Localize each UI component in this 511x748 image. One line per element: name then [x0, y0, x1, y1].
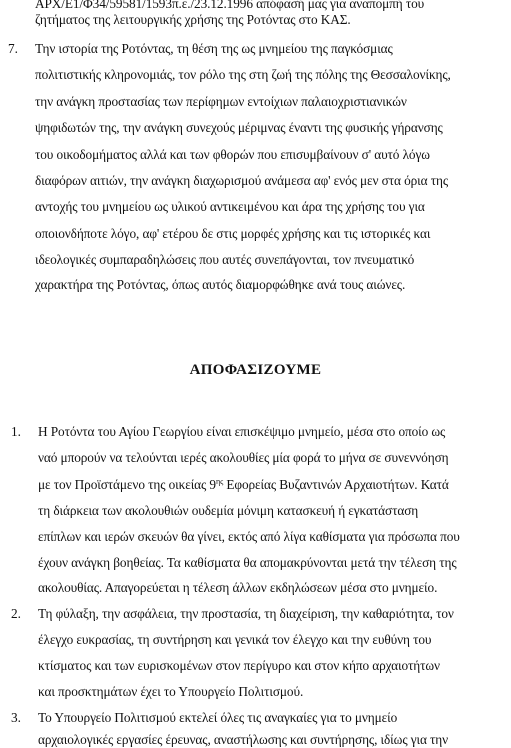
item-2-line-3: κτίσματος και των ευρισκομένων στον περίγυρο και στον κήπο αρχαιοτήτων — [38, 658, 440, 673]
decision-heading: ΑΠΟΦΑΣΙΖΟΥΜΕ — [189, 362, 322, 378]
item-7-line-6: διαφόρων αιτιών, την ανάγκη διαχωρισμού ανάμεσα αφ' ενός μεν στα όρια της — [35, 173, 448, 188]
item-2-line-2: έλεγχο ευκρασίας, τη συντήρηση και γενικά τον έλεγχο και την ευθύνη του — [38, 632, 432, 647]
item-7-line-10: χαρακτήρα της Ροτόντας, όπως αυτός διαμορφώθηκε ανά τους αιώνες. — [35, 277, 406, 292]
item-1-line-2: ναό μπορούν να τελούνται ιερές ακολουθίες μία φορά το μήνα σε συνεννόηση — [38, 450, 449, 465]
top-fragment-line-1: ΑΡΧ/Ε1/Φ34/59581/1593π.ε./23.12.1996 απόφασή μας για αναπομπή του — [35, 0, 425, 11]
item-1-line-5: επίπλων και ιερών σκευών θα γίνει, εκτός από λίγα καθίσματα για πρόσωπα που — [38, 529, 460, 544]
item-1-number: 1. — [11, 424, 21, 439]
item-7-line-3: την ανάγκη προστασίας των περίφημων εντοίχιων παλαιοχριστιανικών — [35, 94, 407, 109]
item-1-line-6: έχουν ανάγκη βοηθείας. Τα καθίσματα θα απομακρύνονται μετά την τέλεση της — [38, 555, 457, 570]
item-7-line-7: αντοχής του μνημείου ως υλικού αντικειμένου και άρα της χρήσης του για — [35, 199, 425, 214]
item-7-line-1: Την ιστορία της Ροτόντας, τη θέση της ως μνημείου της παγκόσμιας — [35, 41, 393, 56]
item-7-number: 7. — [8, 41, 18, 56]
item-7-line-5: του οικοδομήματος αλλά και των φθορών που επισυμβαίνουν σ' αυτό λόγω — [35, 147, 430, 162]
item-1-line-7: ακολουθίας. Απαγορεύεται η τέλεση άλλων εκδηλώσεων μέσα στο μνημείο. — [38, 580, 438, 595]
item-7-line-2: πολιτιστικής κληρονομιάς, τον ρόλο της στη ζωή της πόλης της Θεσσαλονίκης, — [35, 67, 451, 82]
item-2-line-4: και προσκτημάτων έχει το Υπουργείο Πολιτισμού. — [38, 684, 304, 699]
item-1-line-1: Η Ροτόντα του Αγίου Γεωργίου είναι επισκέψιμο μνημείο, μέσα στο οποίο ως — [38, 424, 446, 439]
item-1-line-3-rest: Εφορείας Βυζαντινών Αρχαιοτήτων. Κατά — [223, 477, 449, 492]
item-7-line-8: οποιονδήποτε λόγο, αφ' ετέρου δε στις μορφές χρήσης και τις ιστορικές και — [35, 226, 431, 241]
item-7-line-9: ιδεολογικές συμπαραδηλώσεις που αυτές συνεπάγονται, τον πνευματικό — [35, 252, 415, 267]
item-1-line-4: τη διάρκεια των ακολουθιών ουδεμία μόνιμη κατασκευή ή εγκατάσταση — [38, 503, 419, 518]
item-1-line-3-text: με τον Προϊστάμενο της οικείας 9 — [38, 477, 216, 492]
top-fragment-line-2: ζητήματος της λειτουργικής χρήσης της Ροτόντας στο ΚΑΣ. — [35, 12, 351, 27]
item-1-line-3 — [38, 477, 449, 493]
item-3-number: 3. — [11, 710, 21, 725]
item-3-line-1: Το Υπουργείο Πολιτισμού εκτελεί όλες τις αναγκαίες για το μνημείο — [38, 710, 398, 725]
item-2-number: 2. — [11, 606, 21, 621]
item-7-line-4: ψηφιδωτών της, την ανάγκη συνεχούς μέριμνας έναντι της φυσικής γήρανσης — [35, 120, 443, 135]
item-3-line-2: αρχαιολογικές εργασίες έρευνας, αναστήλωσης και συντήρησης, ιδίως για την — [38, 732, 449, 747]
item-2-line-1: Τη φύλαξη, την ασφάλεια, την προστασία, τη διαχείριση, την καθαριότητα, τον — [38, 606, 454, 621]
item-1-ordinal-suffix: ης — [215, 477, 224, 486]
